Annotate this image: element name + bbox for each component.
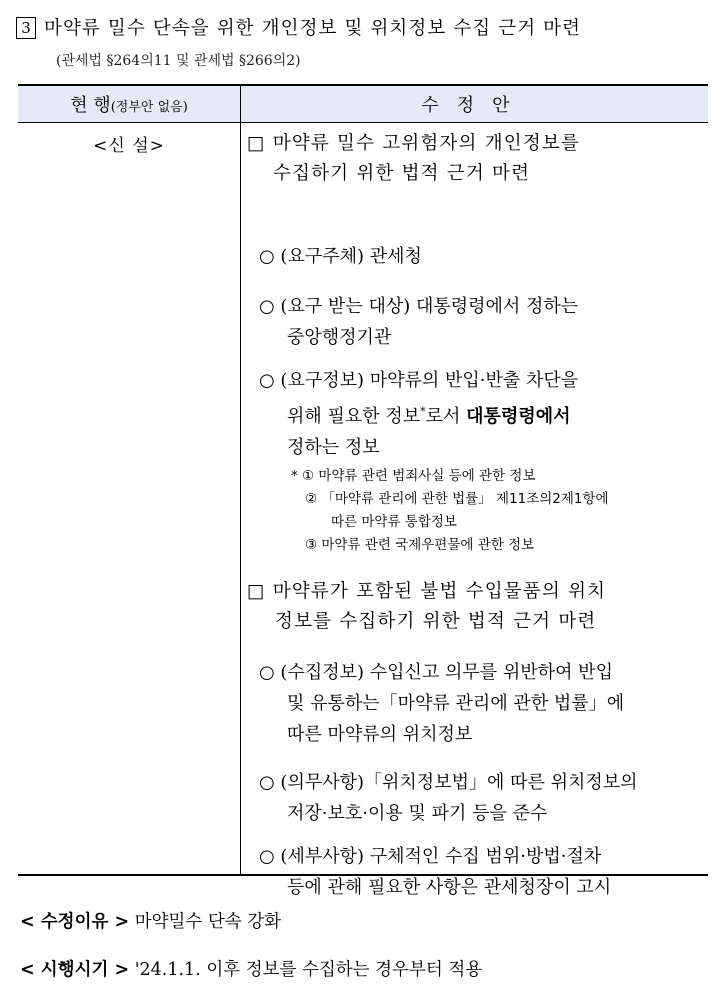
- section1-item-info: ○ (요구정보) 마약류의 반입·반출 차단을 위해 필요한 정보*로서 대통령령에서 정하는 정보: [259, 370, 579, 458]
- section-subtitle: (관세법 §264의11 및 관세법 §266의2): [56, 53, 301, 69]
- effective-date: [20, 956, 482, 981]
- revision-reason: [20, 908, 281, 933]
- effective-date-label: < 시행시기 >: [20, 960, 130, 980]
- section1-footnote: * ① 마약류 관련 범죄사실 등에 관한 정보 ② 「마약류 관리에 관한 법률」 제11조의2제1항에 따른 마약류 통합정보 ③ 마약류 관련 국제우편물에 관한 정보: [291, 468, 609, 553]
- column-header-current-note: (정부안 없음): [110, 100, 188, 115]
- column-header-current: [18, 85, 241, 123]
- new-provision-tag: <신 설>: [93, 136, 165, 156]
- section2-item-collected: ○ (수집정보) 수입신고 의무를 위반하여 반입 및 유통하는「마약류 관리에 관한 법률」에 따른 마약류의 위치정보: [259, 662, 625, 745]
- column-header-revised: 수정안: [241, 85, 709, 123]
- revision-reason-text: 마약밀수 단속 강화: [134, 912, 282, 932]
- section1-item-target: ○ (요구 받는 대상) 대통령령에서 정하는 중앙행정기관: [259, 296, 579, 348]
- section2-item-details: ○ (세부사항) 구체적인 수집 범위·방법·절차 등에 관해 필요한 사항은 관세청장이 고시: [259, 846, 612, 898]
- section2-item-obligation: ○ (의무사항)「위치정보법」에 따른 위치정보의 저장·보호·이용 및 파기 등을 준수: [259, 772, 638, 824]
- revised-cell: [241, 123, 709, 898]
- revision-reason-label: < 수정이유 >: [20, 912, 130, 932]
- section-heading: [16, 14, 581, 40]
- section2-title: □ 마약류가 포함된 불법 수입물품의 위치 정보를 수집하기 위한 법적 근거 마련: [247, 581, 607, 632]
- section1-title: □ 마약류 밀수 고위험자의 개인정보를 수집하기 위한 법적 근거 마련: [247, 133, 581, 184]
- column-header-current-label: 현 행: [70, 95, 111, 116]
- comparison-table: [18, 84, 708, 898]
- section-title: 마약류 밀수 단속을 위한 개인정보 및 위치정보 수집 근거 마련: [44, 18, 582, 39]
- effective-date-text: '24.1.1. 이후 정보를 수집하는 경우부터 적용: [134, 960, 483, 980]
- section1-item-requester: ○ (요구주체) 관세청: [259, 246, 422, 267]
- current-cell: [18, 123, 241, 876]
- section-number: 3: [16, 17, 36, 39]
